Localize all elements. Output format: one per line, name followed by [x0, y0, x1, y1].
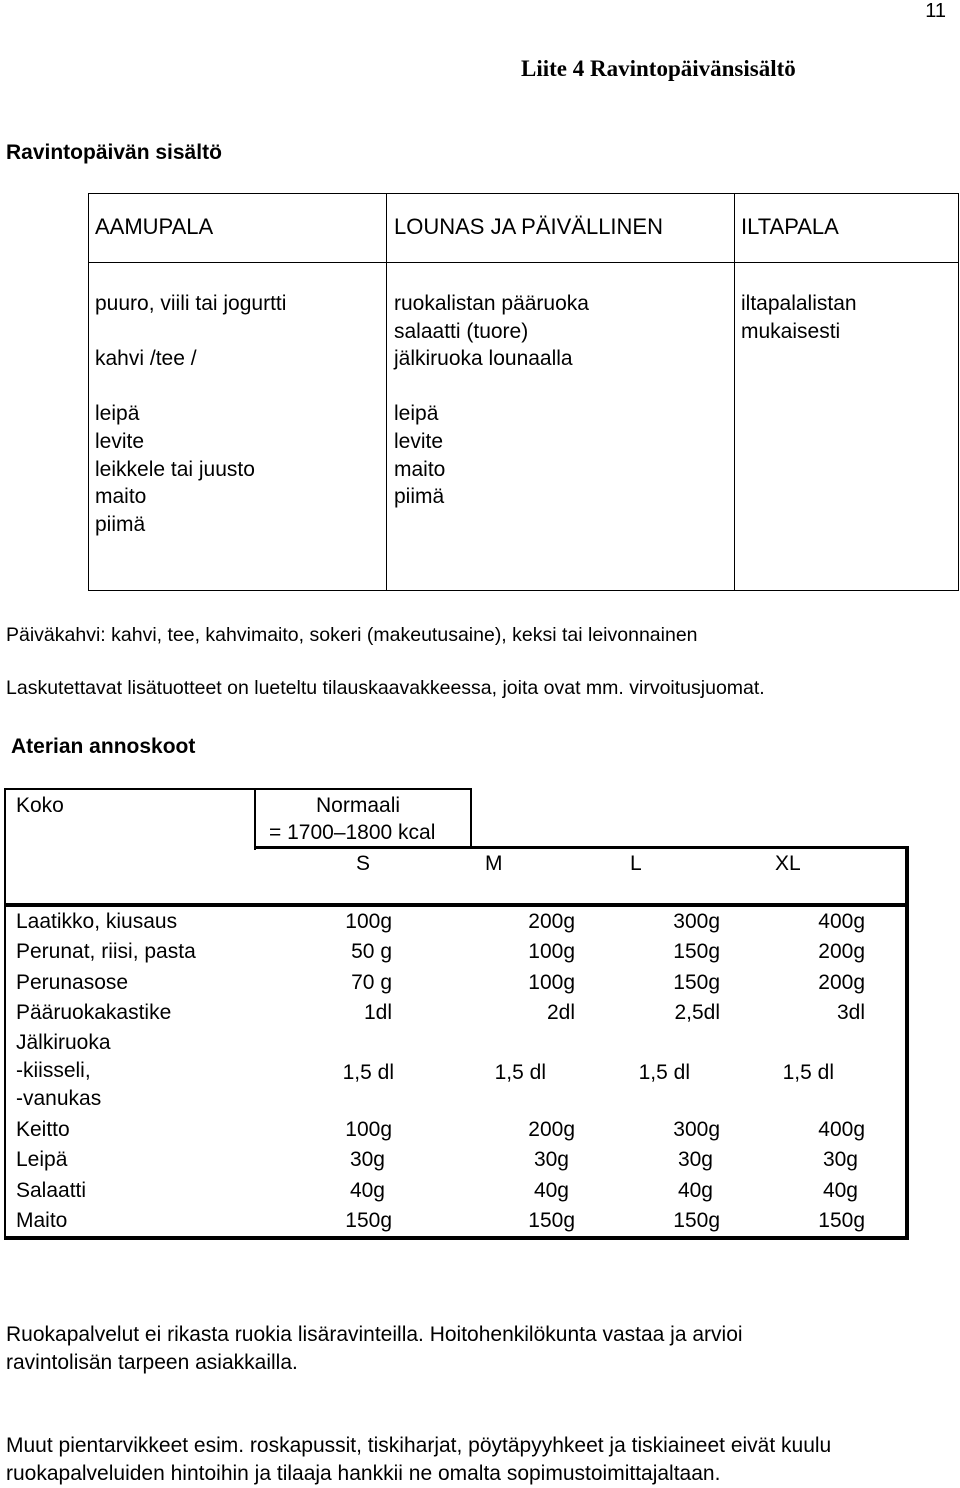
- breakfast-item: levite: [95, 430, 145, 453]
- breakfast-item: leipä: [95, 402, 140, 425]
- table-border: [4, 788, 255, 790]
- header-lunch-dinner: LOUNAS JA PÄIVÄLLINEN: [394, 214, 663, 239]
- size-label: Koko: [16, 794, 64, 817]
- appendix-title: Liite 4 Ravintopäivänsisältö: [521, 56, 796, 81]
- section-heading: Ravintopäivän sisältö: [6, 141, 222, 164]
- value-s: 40g: [349, 1179, 385, 1202]
- value-m: 150g: [528, 1209, 575, 1232]
- row-item: Laatikko, kiusaus: [16, 910, 178, 933]
- value-l: 2,5dl: [674, 1001, 720, 1024]
- meals-table-divider: [734, 194, 735, 590]
- footer-line: Ruokapalvelut ei rikasta ruokia lisäravinteilla. Hoitohenkilökunta vastaa ja arvioi: [6, 1323, 743, 1346]
- value-m: 100g: [528, 940, 575, 963]
- value-xl: 30g: [822, 1148, 858, 1171]
- row-item-sub: -kiisseli,: [16, 1059, 91, 1082]
- footer-line: Muut pientarvikkeet esim. roskapussit, tiskiharjat, pöytäpyyhkeet ja tiskiaineet eivät kuulu: [6, 1434, 832, 1457]
- value-s: 30g: [349, 1148, 385, 1171]
- evening-item: mukaisesti: [741, 320, 841, 343]
- value-l: 300g: [673, 1118, 720, 1141]
- row-item: Salaatti: [16, 1179, 87, 1202]
- row-item: Perunat, riisi, pasta: [16, 940, 196, 963]
- header-evening: ILTAPALA: [741, 214, 839, 239]
- row-item: Perunasose: [16, 971, 129, 994]
- value-l: 300g: [673, 910, 720, 933]
- value-m: 100g: [528, 971, 575, 994]
- value-l: 150g: [673, 971, 720, 994]
- value-s: 50 g: [351, 940, 392, 963]
- breakfast-item: piimä: [95, 513, 146, 536]
- normal-kcal: = 1700–1800 kcal: [269, 821, 436, 844]
- value-m: 40g: [533, 1179, 569, 1202]
- value-xl: 150g: [818, 1209, 865, 1232]
- portion-table: [0, 788, 912, 1240]
- size-l: L: [630, 852, 642, 875]
- value-xl: 1,5 dl: [782, 1061, 834, 1084]
- value-s: 70 g: [351, 971, 392, 994]
- breakfast-item: kahvi /tee /: [95, 347, 197, 370]
- value-s: 1dl: [363, 1001, 392, 1024]
- coffee-note: Päiväkahvi: kahvi, tee, kahvimaito, sokeri (makeutusaine), keksi tai leivonnainen: [6, 624, 698, 646]
- row-item: Maito: [16, 1209, 68, 1232]
- table-border: [4, 903, 909, 907]
- value-l: 40g: [677, 1179, 713, 1202]
- footer-line: ravintolisän tarpeen asiakkailla.: [6, 1351, 298, 1374]
- page-number: 11: [925, 0, 946, 22]
- value-m: 200g: [528, 1118, 575, 1141]
- value-xl: 400g: [818, 910, 865, 933]
- size-m: M: [485, 852, 503, 875]
- lunch-item: piimä: [394, 485, 445, 508]
- size-s: S: [356, 852, 371, 875]
- lunch-item: leipä: [394, 402, 439, 425]
- table-border: [254, 788, 472, 790]
- lunch-item: levite: [394, 430, 444, 453]
- table-border: [4, 1236, 909, 1240]
- footer-line: ruokapalveluiden hintoihin ja tilaaja hankkii ne omalta sopimustoimittajaltaan.: [6, 1462, 721, 1485]
- value-l: 1,5 dl: [638, 1061, 690, 1084]
- value-l: 30g: [677, 1148, 713, 1171]
- value-m: 2dl: [546, 1001, 575, 1024]
- value-m: 200g: [528, 910, 575, 933]
- evening-item: iltapalalistan: [741, 292, 857, 315]
- lunch-item: ruokalistan pääruoka: [394, 292, 589, 315]
- portion-heading: Aterian annoskoot: [11, 735, 196, 758]
- value-l: 150g: [673, 940, 720, 963]
- breakfast-item: leikkele tai juusto: [95, 458, 255, 481]
- value-m: 1,5 dl: [494, 1061, 546, 1084]
- meals-table-divider: [386, 194, 387, 590]
- billable-note: Laskutettavat lisätuotteet on lueteltu tilauskaavakkeessa, joita ovat mm. virvoitusjuomat.: [6, 677, 765, 699]
- table-border: [4, 788, 6, 1238]
- breakfast-item: puuro, viili tai jogurtti: [95, 292, 287, 315]
- table-border: [254, 788, 256, 850]
- value-s: 1,5 dl: [342, 1061, 394, 1084]
- value-xl: 3dl: [836, 1001, 865, 1024]
- value-xl: 200g: [818, 971, 865, 994]
- row-item: Keitto: [16, 1118, 70, 1141]
- row-item: Jälkiruoka: [16, 1031, 111, 1054]
- footer-paragraph-2: [6, 1432, 831, 1488]
- value-l: 150g: [673, 1209, 720, 1232]
- size-xl: XL: [775, 852, 801, 875]
- row-item: Pääruokakastike: [16, 1001, 172, 1024]
- value-xl: 40g: [822, 1179, 858, 1202]
- lunch-item: salaatti (tuore): [394, 320, 529, 343]
- breakfast-item: maito: [95, 485, 147, 508]
- meals-table-header-divider: [89, 262, 958, 263]
- value-m: 30g: [533, 1148, 569, 1171]
- value-xl: 200g: [818, 940, 865, 963]
- table-border: [470, 788, 472, 848]
- lunch-item: maito: [394, 458, 446, 481]
- normal-label: Normaali: [316, 794, 401, 817]
- value-s: 100g: [345, 1118, 392, 1141]
- header-breakfast: AAMUPALA: [95, 214, 214, 239]
- footer-paragraph-1: [6, 1321, 743, 1377]
- row-item: Leipä: [16, 1148, 68, 1171]
- value-xl: 400g: [818, 1118, 865, 1141]
- row-item-sub: -vanukas: [16, 1087, 102, 1110]
- value-s: 150g: [345, 1209, 392, 1232]
- meals-table: [88, 193, 959, 591]
- lunch-item: jälkiruoka lounaalla: [394, 347, 573, 370]
- value-s: 100g: [345, 910, 392, 933]
